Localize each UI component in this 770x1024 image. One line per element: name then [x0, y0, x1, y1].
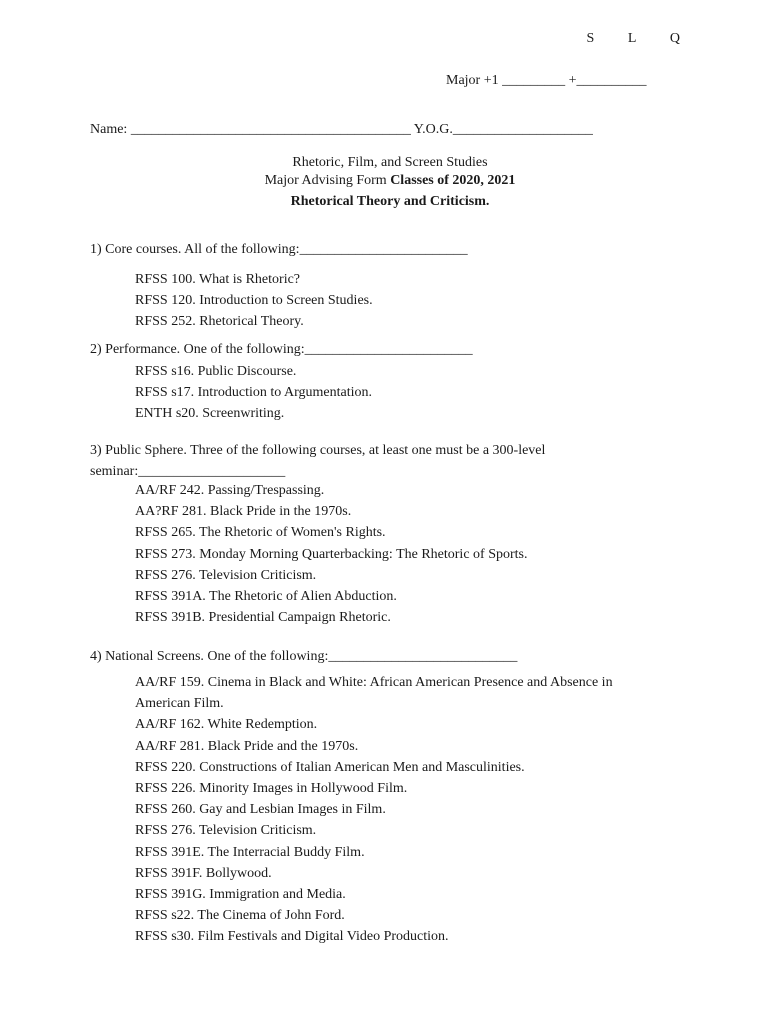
list-item: AA?RF 281. Black Pride in the 1970s.	[135, 504, 352, 520]
section-1-heading: 1) Core courses. All of the following:________________________	[90, 242, 468, 257]
list-item: RFSS 120. Introduction to Screen Studies.	[135, 293, 373, 309]
slq-s: S	[586, 31, 595, 46]
list-item-first-continuation: American Film.	[135, 696, 224, 712]
list-item: RFSS 273. Monday Morning Quarterbacking: The Rhetoric of Sports.	[135, 546, 528, 562]
title-line-2-prefix: Major Advising Form	[264, 173, 391, 188]
list-item: RFSS s30. Film Festivals and Digital Video Production.	[135, 929, 449, 945]
list-item: RFSS 391G. Immigration and Media.	[135, 886, 346, 902]
list-item: RFSS 276. Television Criticism.	[135, 823, 317, 839]
list-item: AA/RF 242. Passing/Trespassing.	[135, 483, 325, 498]
slq-q: Q	[669, 31, 680, 46]
section-4-heading: 4) National Screens. One of the following:___________________________	[90, 649, 518, 664]
slq-l: L	[627, 31, 637, 46]
major-line: Major +1 _________ +__________	[446, 73, 647, 88]
list-item: RFSS 391A. The Rhetoric of Alien Abduction.	[135, 588, 397, 604]
list-item-first-line: AA/RF 159. Cinema in Black and White: African American Presence and Absence in	[135, 675, 613, 690]
list-item: AA/RF 162. White Redemption.	[135, 717, 318, 733]
section-4-course-list	[135, 672, 613, 947]
title-line-1: Rhetoric, Film, and Screen Studies	[292, 155, 488, 170]
list-item: RFSS 391B. Presidential Campaign Rhetoric.	[135, 610, 391, 626]
name-yog-line: Name: ________________________________________ Y.O.G.____________________	[90, 122, 593, 137]
list-item: RFSS s22. The Cinema of John Ford.	[135, 908, 345, 924]
title-line-2-classes: Classes of 2020, 2021	[390, 173, 516, 188]
list-item: RFSS 226. Minority Images in Hollywood Film.	[135, 780, 408, 796]
section-3-heading-line-2: seminar:_____________________	[90, 464, 286, 479]
list-item: RFSS 265. The Rhetoric of Women's Rights.	[135, 525, 386, 541]
section-3-heading	[90, 440, 545, 482]
title-line-2	[0, 172, 770, 190]
list-item: RFSS 391E. The Interracial Buddy Film.	[135, 844, 365, 860]
list-item: ENTH s20. Screenwriting.	[135, 406, 285, 422]
section-2-course-list	[135, 361, 372, 425]
list-item: RFSS 391F. Bollywood.	[135, 865, 272, 881]
list-item: AA/RF 281. Black Pride and the 1970s.	[135, 738, 359, 754]
list-item: RFSS s17. Introduction to Argumentation.	[135, 385, 372, 401]
section-1-course-list	[135, 269, 373, 333]
list-item: RFSS 260. Gay and Lesbian Images in Film.	[135, 802, 386, 818]
section-3-heading-line-1: 3) Public Sphere. Three of the following courses, at least one must be a 300-level	[90, 443, 546, 458]
list-item: RFSS 252. Rhetorical Theory.	[135, 314, 304, 330]
track-title: Rhetorical Theory and Criticism.	[290, 194, 490, 209]
list-item: RFSS 220. Constructions of Italian American Men and Masculinities.	[135, 759, 525, 775]
list-item: RFSS s16. Public Discourse.	[135, 364, 297, 379]
section-3-course-list	[135, 480, 528, 628]
list-item: RFSS 276. Television Criticism.	[135, 567, 317, 583]
list-item: RFSS 100. What is Rhetoric?	[135, 272, 301, 287]
section-2-heading: 2) Performance. One of the following:________________________	[90, 342, 473, 357]
slq-markers	[557, 28, 680, 49]
form-title	[0, 154, 770, 190]
